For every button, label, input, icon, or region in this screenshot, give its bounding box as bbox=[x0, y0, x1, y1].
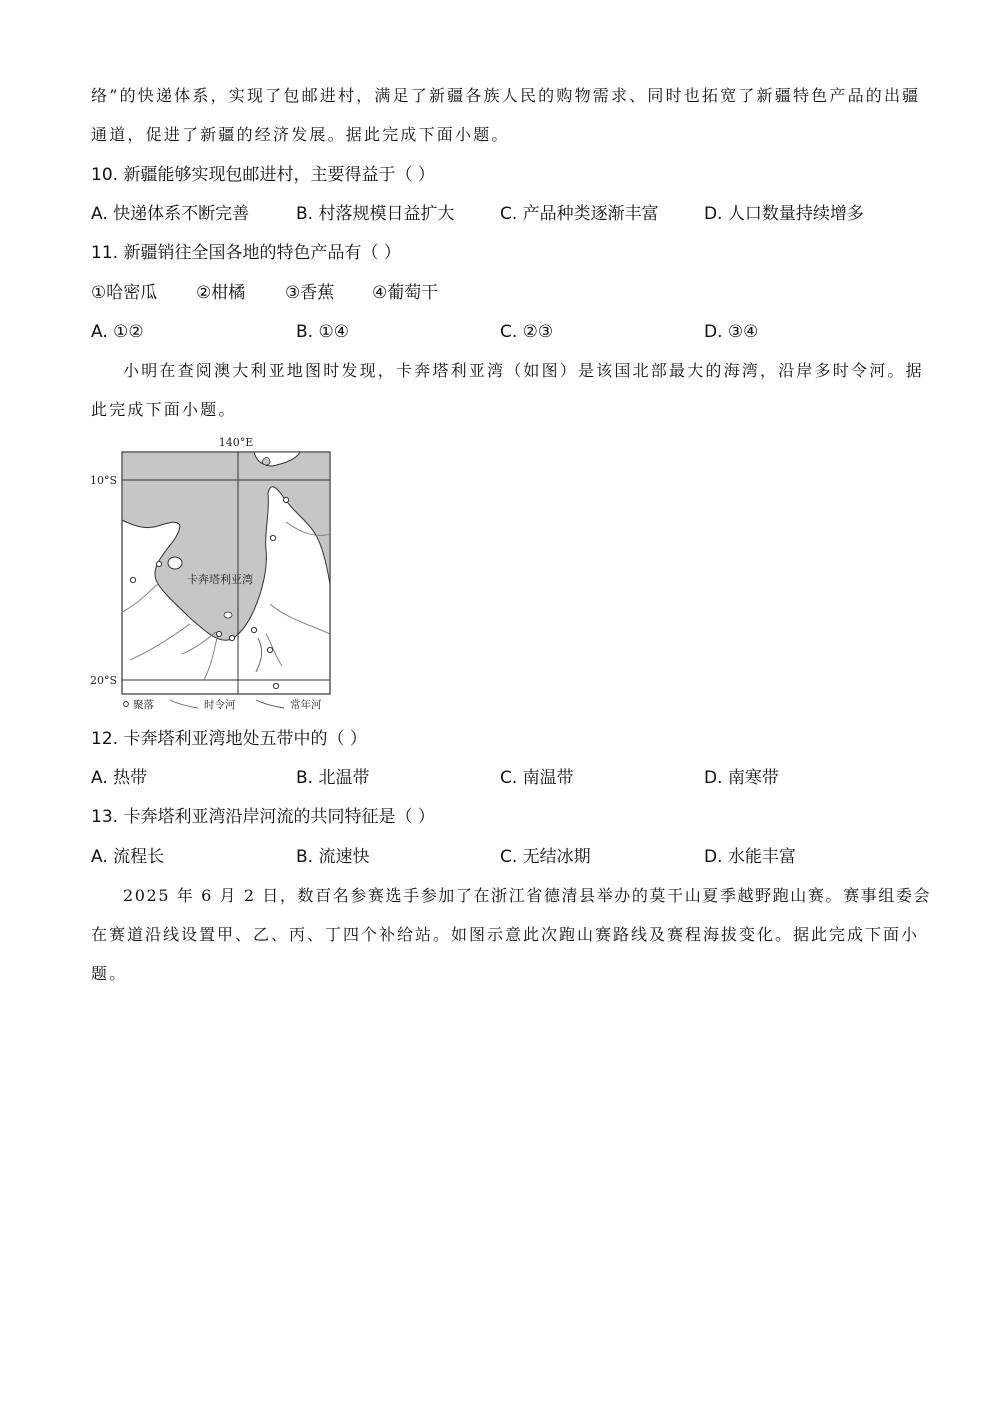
passage-2-line-1: 小明在查阅澳大利亚地图时发现，卡奔塔利亚湾（如图）是该国北部最大的海湾，沿岸多时令河。据 bbox=[123, 361, 924, 380]
question-13-option-c[interactable]: C. 无结冰期 bbox=[500, 847, 591, 867]
longitude-label: 140°E bbox=[218, 436, 254, 449]
question-10-option-b[interactable]: B. 村落规模日益扩大 bbox=[296, 204, 455, 224]
passage-3-line-2: 在赛道沿线设置甲、乙、丙、丁四个补给站。如图示意此次跑山赛路线及赛程海拔变化。据此完成下面小 bbox=[91, 925, 920, 944]
latitude-label-20s: 20°S bbox=[90, 674, 118, 687]
passage-3-line-1: 2025 年 6 月 2 日，数百名参赛选手参加了在浙江省德清县举办的莫干山夏季越野跑山赛。赛事组委会 bbox=[123, 886, 932, 905]
legend-settlement-label: 聚落 bbox=[133, 699, 154, 711]
mornington-island bbox=[168, 557, 182, 569]
legend-settlement-symbol bbox=[124, 702, 129, 707]
question-11-option-a[interactable]: A. ①② bbox=[91, 322, 144, 342]
legend-seasonal-river-label: 时令河 bbox=[204, 699, 236, 711]
settlement-marker bbox=[229, 635, 234, 640]
latitude-label-10s: 10°S bbox=[90, 474, 118, 487]
legend-seasonal-river-symbol bbox=[170, 700, 198, 708]
settlement-marker bbox=[267, 647, 272, 652]
passage-3-line-3: 题。 bbox=[91, 964, 128, 983]
settlement-marker bbox=[156, 561, 161, 566]
question-10-option-a[interactable]: A. 快递体系不断完善 bbox=[91, 204, 250, 224]
question-12-option-c[interactable]: C. 南温带 bbox=[500, 768, 574, 788]
settlement-marker bbox=[283, 497, 288, 502]
question-12-option-d[interactable]: D. 南寒带 bbox=[704, 768, 779, 788]
question-11-item-3: ③香蕉 bbox=[285, 283, 335, 303]
question-12-option-a[interactable]: A. 热带 bbox=[91, 768, 148, 788]
settlement-marker bbox=[273, 683, 278, 688]
settlement-marker bbox=[270, 535, 275, 540]
question-11-item-2: ②柑橘 bbox=[196, 283, 246, 303]
legend-perennial-river-label: 常年河 bbox=[290, 699, 322, 711]
settlement-marker bbox=[251, 627, 256, 632]
question-10-option-c[interactable]: C. 产品种类逐渐丰富 bbox=[500, 204, 659, 224]
settlement-marker bbox=[216, 631, 221, 636]
intro-line-1: 络”的快递体系，实现了包邮进村，满足了新疆各族人民的购物需求、同时也拓宽了新疆特色产品的出疆 bbox=[91, 86, 921, 105]
question-11-option-b[interactable]: B. ①④ bbox=[296, 322, 349, 342]
question-11-option-c[interactable]: C. ②③ bbox=[500, 322, 554, 342]
question-13-option-d[interactable]: D. 水能丰富 bbox=[704, 847, 796, 867]
question-12-stem: 12. 卡奔塔利亚湾地处五带中的（ ） bbox=[91, 729, 367, 749]
question-11-stem: 11. 新疆销往全国各地的特色产品有（ ） bbox=[91, 243, 401, 263]
small-island bbox=[224, 612, 232, 618]
question-12-option-b[interactable]: B. 北温带 bbox=[296, 768, 370, 788]
question-13-stem: 13. 卡奔塔利亚湾沿岸河流的共同特征是（ ） bbox=[91, 807, 435, 827]
question-13-option-b[interactable]: B. 流速快 bbox=[296, 847, 370, 867]
question-10-option-d[interactable]: D. 人口数量持续增多 bbox=[704, 204, 864, 224]
question-11-option-d[interactable]: D. ③④ bbox=[704, 322, 759, 342]
gulf-label: 卡奔塔利亚湾 bbox=[187, 573, 253, 586]
question-10-stem: 10. 新疆能够实现包邮进村，主要得益于（ ） bbox=[91, 165, 435, 185]
question-11-item-4: ④葡萄干 bbox=[372, 283, 439, 303]
gulf-of-carpentaria-map bbox=[86, 434, 346, 714]
passage-2-line-2: 此完成下面小题。 bbox=[91, 400, 237, 419]
legend-perennial-river-symbol bbox=[256, 700, 284, 708]
question-11-item-1: ①哈密瓜 bbox=[91, 283, 158, 303]
settlement-marker bbox=[130, 577, 135, 582]
intro-line-2: 通道，促进了新疆的经济发展。据此完成下面小题。 bbox=[91, 125, 510, 144]
question-13-option-a[interactable]: A. 流程长 bbox=[91, 847, 165, 867]
